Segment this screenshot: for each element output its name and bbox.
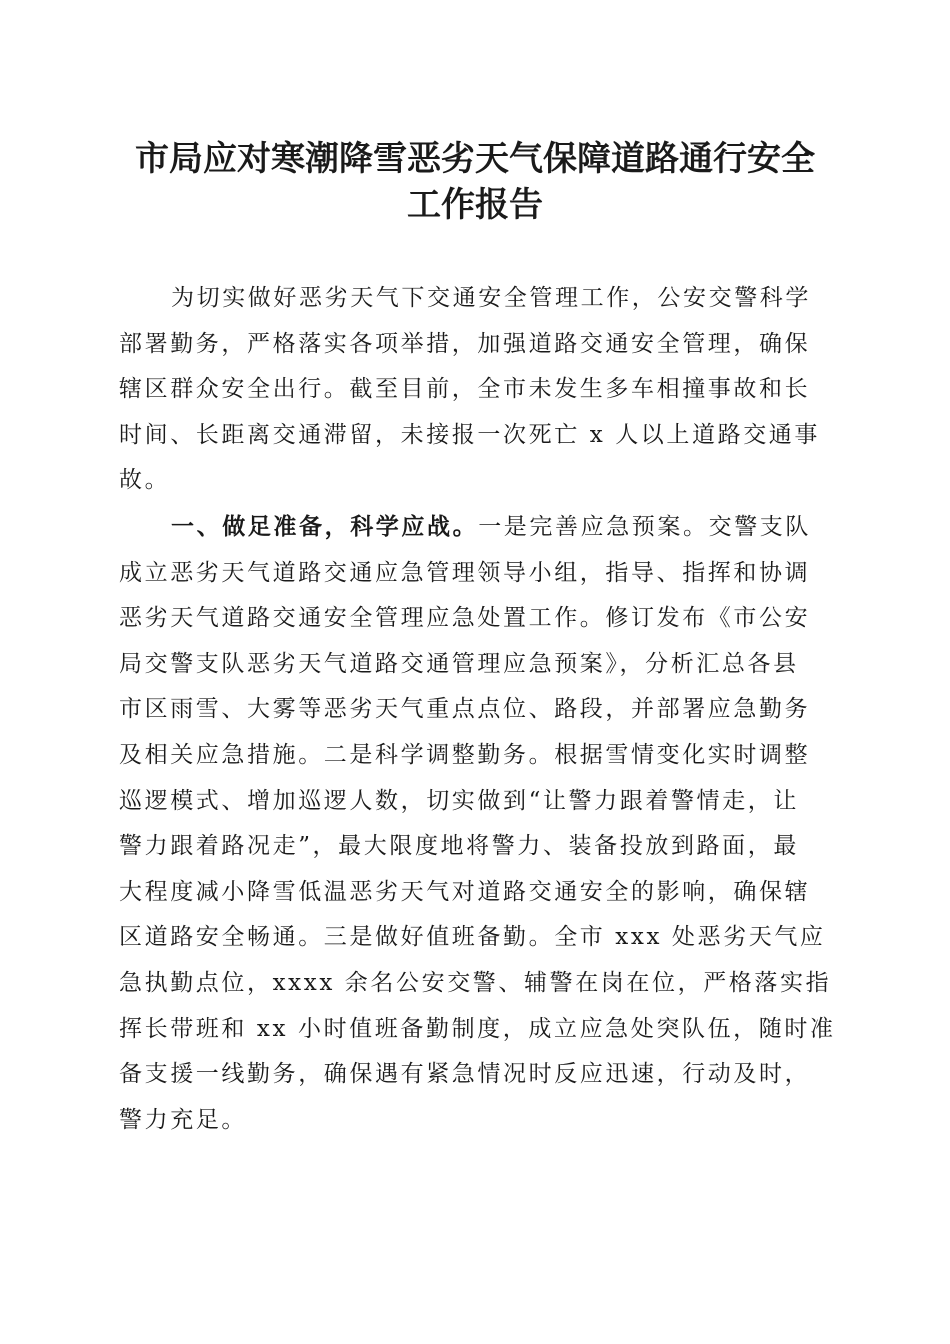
paragraph-line: 部署勤务，严格落实各项举措，加强道路交通安全管理，确保 — [119, 330, 811, 357]
paragraph-line: 故。 — [119, 467, 171, 494]
document-title — [100, 136, 850, 228]
paragraph-line: 警力充足。 — [119, 1106, 247, 1133]
paragraph-line: 恶劣天气道路交通安全管理应急处置工作。修订发布《市公安 — [119, 605, 811, 632]
paragraph-line: 区道路安全畅通。三是做好值班备勤。全市 xxx 处恶劣天气应 — [119, 924, 826, 951]
paragraph-line: 辖区群众安全出行。截至目前，全市未发生多车相撞事故和长 — [119, 376, 811, 403]
paragraph-line: 大程度减小降雪低温恶劣天气对道路交通安全的影响，确保辖 — [119, 878, 811, 905]
paragraph-line: 急执勤点位，xxxx 余名公安交警、辅警在岗在位，严格落实指 — [119, 969, 832, 996]
paragraph-line: 局交警支队恶劣天气道路交通管理应急预案》，分析汇总各县 — [119, 650, 799, 677]
paragraph-line: 时间、长距离交通滞留，未接报一次死亡 x 人以上道路交通事 — [119, 421, 820, 448]
paragraph-line: 巡逻模式、增加巡逻人数，切实做到“让警力跟着警情走，让 — [119, 787, 799, 814]
section-first-line-text: 一是完善应急预案。交警支队 — [478, 513, 812, 540]
intro-paragraph — [119, 276, 822, 504]
paragraph-line: 市区雨雪、大雾等恶劣天气重点点位、路段，并部署应急勤务 — [119, 696, 811, 723]
document-body — [119, 276, 836, 1143]
paragraph-line: 及相关应急措施。二是科学调整勤务。根据雪情变化实时调整 — [119, 741, 811, 768]
paragraph-line: 成立恶劣天气道路交通应急管理领导小组，指导、指挥和协调 — [119, 559, 811, 586]
paragraph-line — [119, 504, 822, 551]
section-heading: 一、做足准备，科学应战。 — [171, 512, 479, 540]
section-one-paragraph — [119, 504, 836, 1143]
paragraph-line: 备支援一线勤务，确保遇有紧急情况时反应迅速，行动及时， — [119, 1061, 811, 1088]
paragraph-line: 为切实做好恶劣天气下交通安全管理工作，公安交警科学 — [171, 285, 811, 311]
title-line-2: 工作报告 — [407, 185, 543, 225]
title-line-1: 市局应对寒潮降雪恶劣天气保障道路通行安全 — [135, 139, 815, 179]
paragraph-line: 警力跟着路况走”，最大限度地将警力、装备投放到路面，最 — [119, 833, 799, 860]
paragraph-line: 挥长带班和 xx 小时值班备勤制度，成立应急处突队伍，随时准 — [119, 1015, 836, 1042]
